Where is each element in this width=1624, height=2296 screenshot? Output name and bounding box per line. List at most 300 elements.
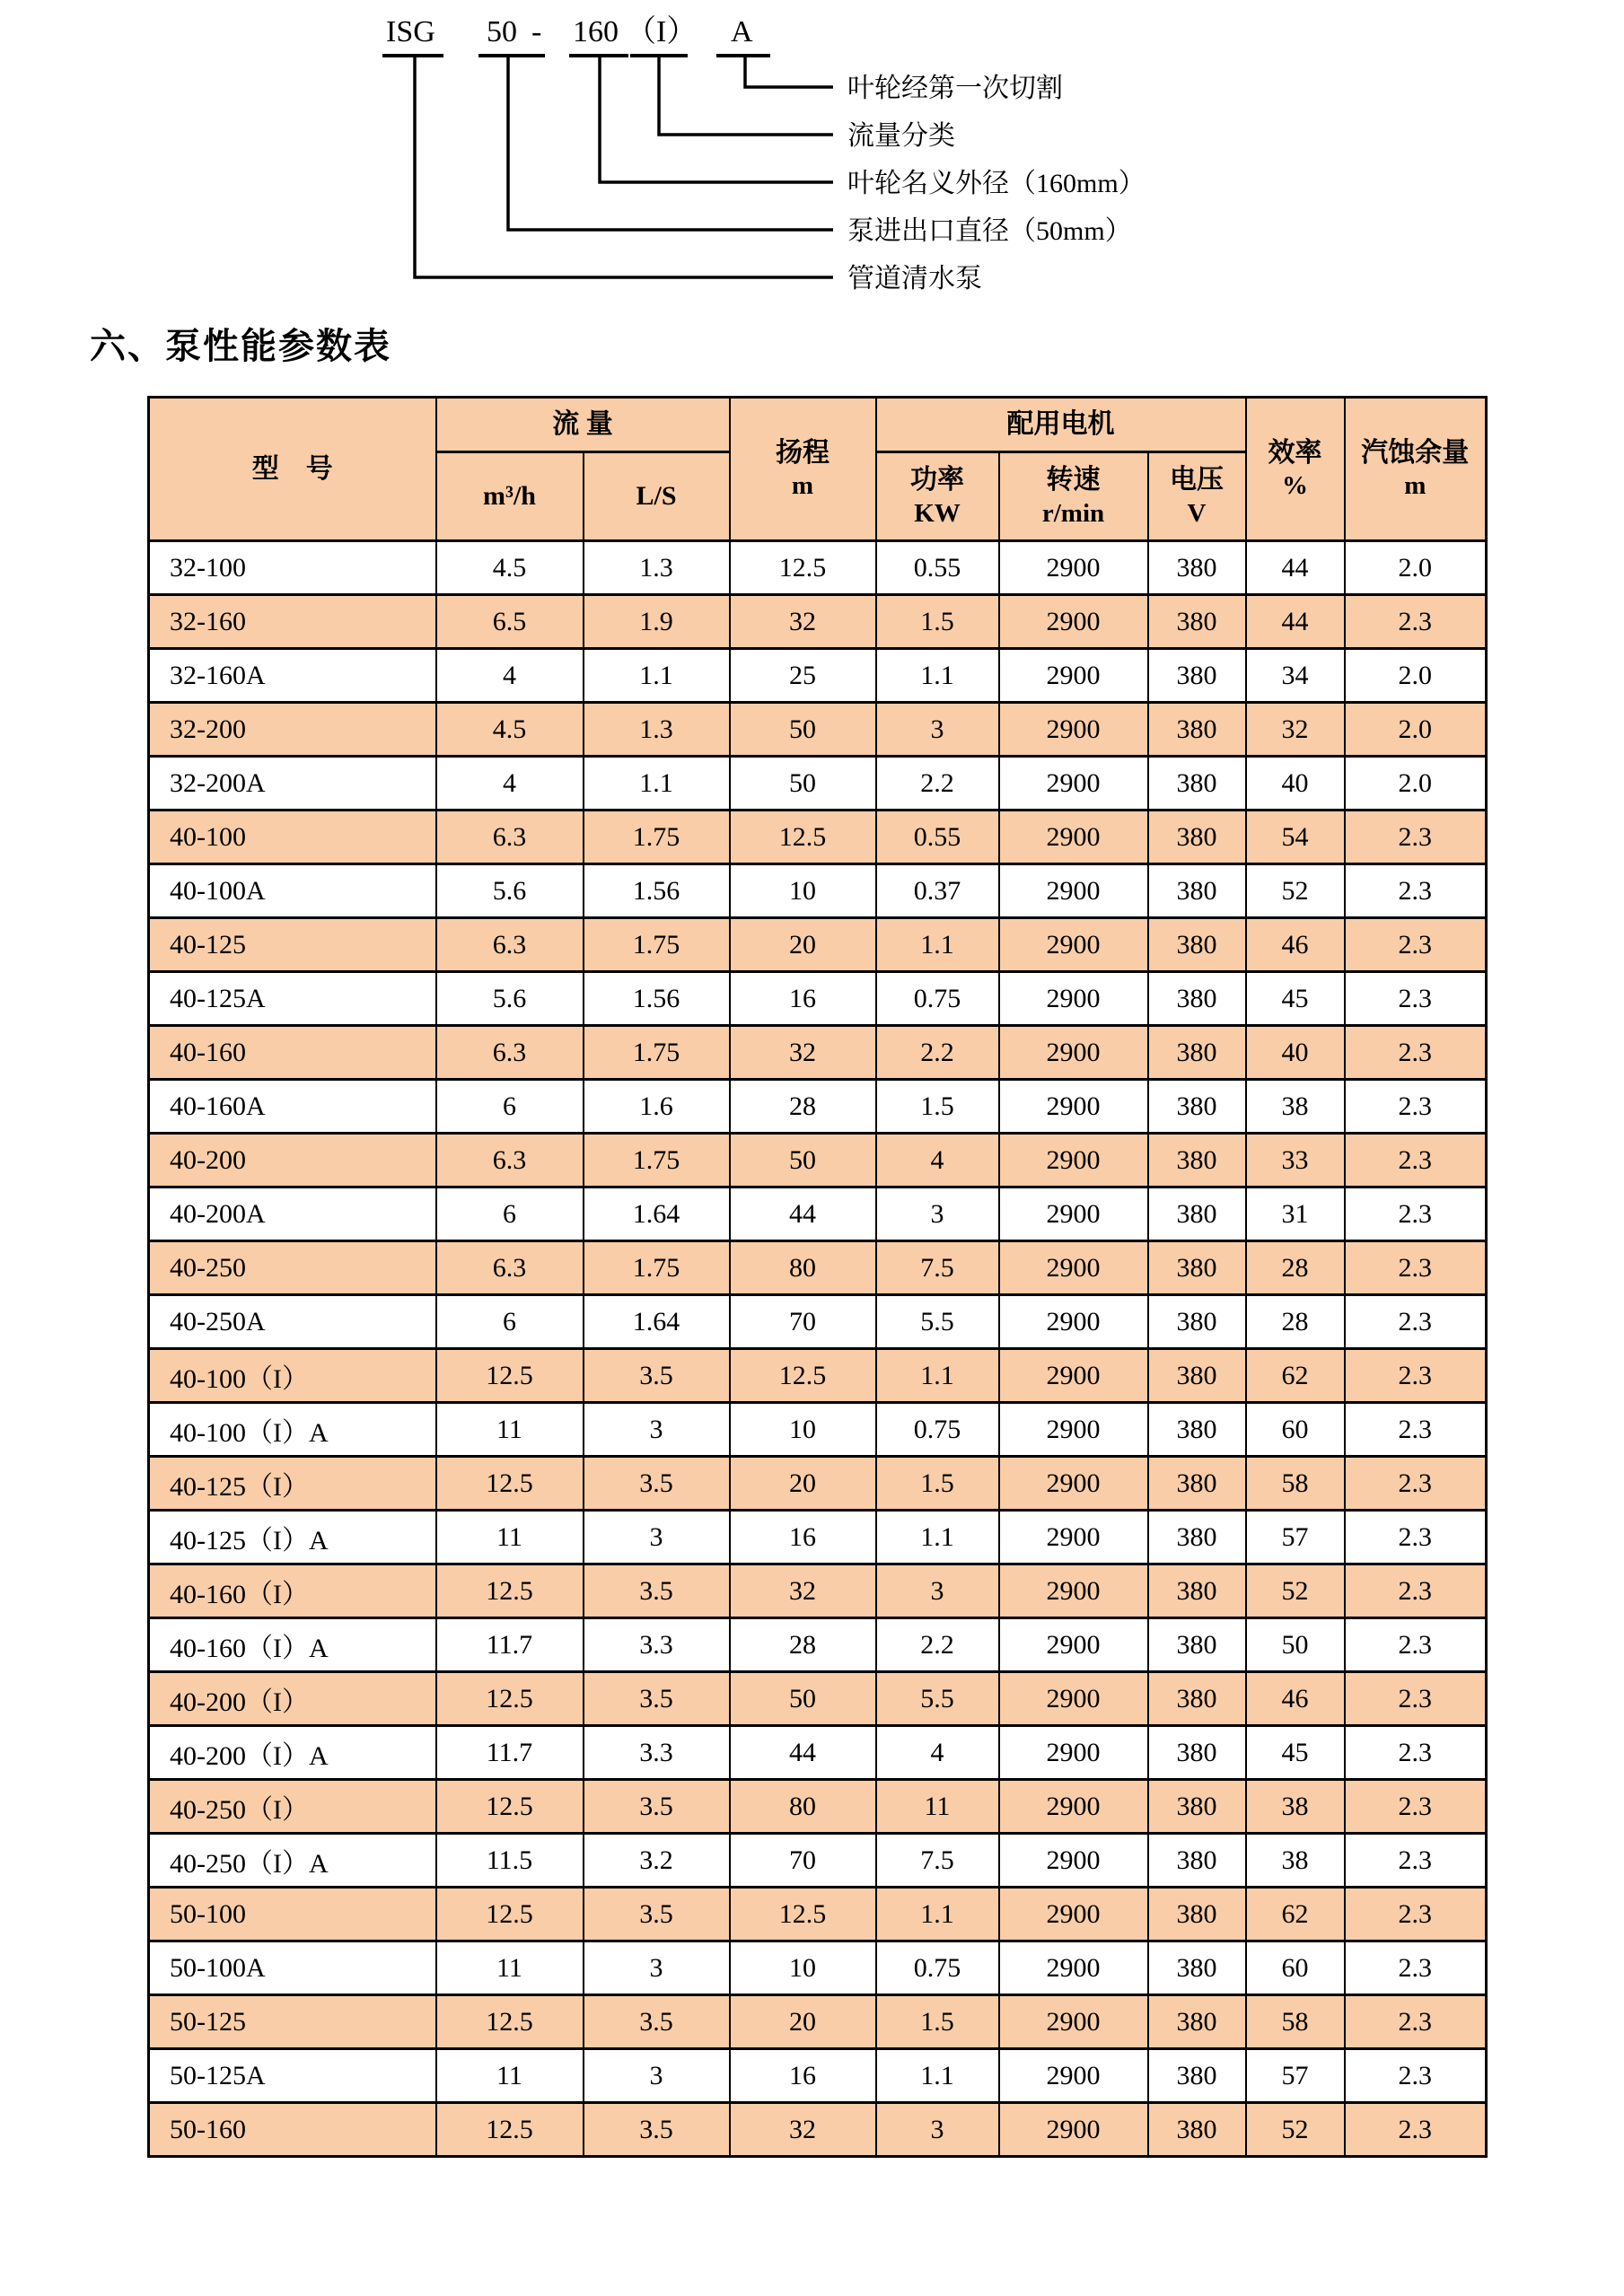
value-cell: 2.3: [1345, 1941, 1487, 1995]
value-cell: 1.6: [584, 1080, 730, 1134]
value-cell: 380: [1148, 1457, 1246, 1511]
header-head-unit: m: [791, 471, 814, 501]
value-cell: 2.3: [1345, 1295, 1487, 1349]
value-cell: 3.5: [584, 1888, 730, 1941]
value-cell: 3.3: [584, 1726, 730, 1780]
value-cell: 2900: [999, 1295, 1148, 1349]
model-cell: 32-100: [149, 541, 436, 595]
value-cell: 6.5: [436, 595, 584, 649]
value-cell: 380: [1148, 703, 1246, 757]
value-cell: 11: [876, 1780, 999, 1834]
table-row: [149, 864, 1487, 918]
value-cell: 2.3: [1345, 1888, 1487, 1941]
header-motor-group: 配用电机: [876, 398, 1246, 452]
model-cell: 40-250A: [149, 1295, 436, 1349]
model-code-diagram: [0, 0, 1624, 305]
value-cell: 380: [1148, 1672, 1246, 1726]
value-cell: 2.0: [1345, 703, 1487, 757]
value-cell: 0.37: [876, 864, 999, 918]
value-cell: 16: [730, 2049, 876, 2103]
value-cell: 2900: [999, 1241, 1148, 1295]
value-cell: 20: [730, 1995, 876, 2049]
value-cell: 1.3: [584, 541, 730, 595]
value-cell: 380: [1148, 1134, 1246, 1187]
table-row: [149, 1080, 1487, 1134]
value-cell: 45: [1246, 972, 1345, 1026]
value-cell: 3.5: [584, 1457, 730, 1511]
model-cell: 50-125: [149, 1995, 436, 2049]
value-cell: 38: [1246, 1080, 1345, 1134]
value-cell: 3.5: [584, 1672, 730, 1726]
value-cell: 2.3: [1345, 1134, 1487, 1187]
value-cell: 54: [1246, 811, 1345, 864]
value-cell: 1.5: [876, 1995, 999, 2049]
value-cell: 380: [1148, 1888, 1246, 1941]
header-flow-m3h: m³/h: [436, 452, 584, 541]
value-cell: 12.5: [436, 2103, 584, 2157]
value-cell: 32: [730, 1564, 876, 1618]
value-cell: 1.75: [584, 811, 730, 864]
value-cell: 2900: [999, 1995, 1148, 2049]
value-cell: 3: [876, 1187, 999, 1241]
table-row: [149, 1457, 1487, 1511]
table-header: [149, 398, 1487, 541]
value-cell: 50: [730, 1672, 876, 1726]
value-cell: 4: [436, 649, 584, 703]
value-cell: 2900: [999, 1080, 1148, 1134]
value-cell: 2.3: [1345, 811, 1487, 864]
header-npsh: [1345, 398, 1487, 541]
value-cell: 20: [730, 1457, 876, 1511]
callout-line-impeller-diameter: [600, 56, 833, 182]
value-cell: 6: [436, 1080, 584, 1134]
value-cell: 2.3: [1345, 1349, 1487, 1403]
value-cell: 28: [1246, 1295, 1345, 1349]
table-row: [149, 1349, 1487, 1403]
value-cell: 3: [876, 1564, 999, 1618]
value-cell: 0.55: [876, 811, 999, 864]
value-cell: 57: [1246, 2049, 1345, 2103]
value-cell: 16: [730, 972, 876, 1026]
value-cell: 46: [1246, 918, 1345, 972]
table-row: [149, 1834, 1487, 1888]
value-cell: 3: [876, 703, 999, 757]
value-cell: 44: [730, 1726, 876, 1780]
value-cell: 32: [730, 2103, 876, 2157]
callout-line-inlet-outlet: [508, 56, 833, 230]
value-cell: 2900: [999, 1941, 1148, 1995]
pump-table-body: [149, 541, 1487, 2157]
header-efficiency-unit: %: [1282, 471, 1309, 501]
value-cell: 2.3: [1345, 972, 1487, 1026]
value-cell: 10: [730, 1941, 876, 1995]
model-cell: 40-100（I）: [149, 1349, 436, 1403]
value-cell: 44: [1246, 595, 1345, 649]
callout-label-cut-mark: 叶轮经第一次切割: [847, 74, 1063, 103]
value-cell: 12.5: [436, 1995, 584, 2049]
value-cell: 6.3: [436, 1134, 584, 1187]
value-cell: 380: [1148, 649, 1246, 703]
value-cell: 2900: [999, 1834, 1148, 1888]
value-cell: 58: [1246, 1995, 1345, 2049]
table-row: [149, 811, 1487, 864]
value-cell: 380: [1148, 1941, 1246, 1995]
value-cell: 2900: [999, 1026, 1148, 1080]
model-cell: 40-125（I）A: [149, 1511, 436, 1564]
value-cell: 380: [1148, 2049, 1246, 2103]
value-cell: 6.3: [436, 1026, 584, 1080]
value-cell: 1.1: [876, 649, 999, 703]
value-cell: 4: [436, 757, 584, 811]
value-cell: 380: [1148, 541, 1246, 595]
value-cell: 7.5: [876, 1241, 999, 1295]
value-cell: 50: [1246, 1618, 1345, 1672]
model-cell: 32-200A: [149, 757, 436, 811]
value-cell: 58: [1246, 1457, 1345, 1511]
section-title: 六、泵性能参数表: [90, 327, 391, 366]
value-cell: 16: [730, 1511, 876, 1564]
value-cell: 2900: [999, 1134, 1148, 1187]
model-cell: 50-100A: [149, 1941, 436, 1995]
value-cell: 62: [1246, 1349, 1345, 1403]
table-row: [149, 757, 1487, 811]
model-cell: 40-250（I）: [149, 1780, 436, 1834]
value-cell: 380: [1148, 864, 1246, 918]
model-cell: 40-100: [149, 811, 436, 864]
value-cell: 380: [1148, 1349, 1246, 1403]
header-speed-label: 转速: [1046, 465, 1101, 495]
value-cell: 40: [1246, 1026, 1345, 1080]
value-cell: 1.75: [584, 1241, 730, 1295]
value-cell: 12.5: [436, 1888, 584, 1941]
value-cell: 70: [730, 1295, 876, 1349]
header-power-label: 功率: [910, 465, 964, 495]
value-cell: 50: [730, 1134, 876, 1187]
header-voltage-label: 电压: [1170, 465, 1225, 495]
model-cell: 40-160（I）: [149, 1564, 436, 1618]
value-cell: 4: [876, 1134, 999, 1187]
value-cell: 1.9: [584, 595, 730, 649]
callout-label-flow-class: 流量分类: [847, 121, 955, 151]
callout-line-series: [415, 56, 833, 277]
value-cell: 2.3: [1345, 1241, 1487, 1295]
value-cell: 28: [1246, 1241, 1345, 1295]
value-cell: 2900: [999, 2103, 1148, 2157]
table-row: [149, 1187, 1487, 1241]
value-cell: 2900: [999, 1403, 1148, 1457]
value-cell: 3: [584, 2049, 730, 2103]
value-cell: 6.3: [436, 811, 584, 864]
value-cell: 380: [1148, 595, 1246, 649]
value-cell: 3.5: [584, 2103, 730, 2157]
value-cell: 2.2: [876, 1618, 999, 1672]
value-cell: 1.1: [876, 918, 999, 972]
value-cell: 11: [436, 1403, 584, 1457]
table-row: [149, 1026, 1487, 1080]
value-cell: 380: [1148, 1995, 1246, 2049]
value-cell: 1.5: [876, 595, 999, 649]
value-cell: 3.2: [584, 1834, 730, 1888]
value-cell: 28: [730, 1618, 876, 1672]
value-cell: 6: [436, 1295, 584, 1349]
value-cell: 3.5: [584, 1995, 730, 2049]
value-cell: 2900: [999, 1780, 1148, 1834]
value-cell: 380: [1148, 918, 1246, 972]
model-cell: 40-160（I）A: [149, 1618, 436, 1672]
value-cell: 11.5: [436, 1834, 584, 1888]
value-cell: 11: [436, 1511, 584, 1564]
model-cell: 40-160A: [149, 1080, 436, 1134]
value-cell: 2.3: [1345, 2103, 1487, 2157]
value-cell: 380: [1148, 972, 1246, 1026]
value-cell: 1.75: [584, 918, 730, 972]
value-cell: 2.3: [1345, 1726, 1487, 1780]
value-cell: 2900: [999, 1726, 1148, 1780]
value-cell: 3.3: [584, 1618, 730, 1672]
value-cell: 57: [1246, 1511, 1345, 1564]
table-row: [149, 1995, 1487, 2049]
value-cell: 52: [1246, 1564, 1345, 1618]
value-cell: 1.1: [876, 2049, 999, 2103]
value-cell: 6: [436, 1187, 584, 1241]
value-cell: 5.5: [876, 1672, 999, 1726]
table-row: [149, 1780, 1487, 1834]
header-npsh-label: 汽蚀余量: [1361, 437, 1470, 468]
value-cell: 380: [1148, 1187, 1246, 1241]
model-cell: 32-200: [149, 703, 436, 757]
table-row: [149, 703, 1487, 757]
header-voltage: [1148, 452, 1246, 541]
value-cell: 2.3: [1345, 1995, 1487, 2049]
value-cell: 32: [730, 1026, 876, 1080]
table-row: [149, 1295, 1487, 1349]
callout-label-series: 管道清水泵: [847, 264, 982, 294]
value-cell: 2.3: [1345, 1457, 1487, 1511]
value-cell: 12.5: [730, 1349, 876, 1403]
value-cell: 1.5: [876, 1080, 999, 1134]
value-cell: 2.3: [1345, 1080, 1487, 1134]
value-cell: 2900: [999, 541, 1148, 595]
value-cell: 2900: [999, 757, 1148, 811]
value-cell: 2900: [999, 1349, 1148, 1403]
value-cell: 1.1: [876, 1349, 999, 1403]
header-voltage-unit: V: [1187, 498, 1207, 528]
value-cell: 2900: [999, 1888, 1148, 1941]
value-cell: 2900: [999, 1511, 1148, 1564]
callout-label-impeller-diameter: 叶轮名义外径（160mm）: [847, 169, 1146, 198]
model-cell: 32-160: [149, 595, 436, 649]
table-row: [149, 1241, 1487, 1295]
value-cell: 60: [1246, 1941, 1345, 1995]
value-cell: 2.3: [1345, 1564, 1487, 1618]
header-efficiency: [1246, 398, 1345, 541]
value-cell: 0.75: [876, 1941, 999, 1995]
value-cell: 2900: [999, 1618, 1148, 1672]
value-cell: 80: [730, 1241, 876, 1295]
value-cell: 1.1: [876, 1511, 999, 1564]
value-cell: 32: [730, 595, 876, 649]
value-cell: 4.5: [436, 703, 584, 757]
value-cell: 12.5: [436, 1457, 584, 1511]
value-cell: 52: [1246, 864, 1345, 918]
value-cell: 11: [436, 1941, 584, 1995]
value-cell: 2.3: [1345, 1026, 1487, 1080]
value-cell: 2.3: [1345, 864, 1487, 918]
value-cell: 1.64: [584, 1295, 730, 1349]
value-cell: 25: [730, 649, 876, 703]
value-cell: 2900: [999, 972, 1148, 1026]
header-npsh-unit: m: [1404, 471, 1426, 501]
value-cell: 38: [1246, 1780, 1345, 1834]
model-cell: 40-200（I）A: [149, 1726, 436, 1780]
model-cell: 40-160: [149, 1026, 436, 1080]
model-cell: 40-200（I）: [149, 1672, 436, 1726]
value-cell: 2.2: [876, 1026, 999, 1080]
value-cell: 0.75: [876, 972, 999, 1026]
model-cell: 50-100: [149, 1888, 436, 1941]
value-cell: 70: [730, 1834, 876, 1888]
value-cell: 2900: [999, 811, 1148, 864]
table-row: [149, 1564, 1487, 1618]
value-cell: 2.3: [1345, 1187, 1487, 1241]
model-cell: 50-160: [149, 2103, 436, 2157]
code-series: ISG: [386, 15, 435, 48]
model-cell: 40-100（I）A: [149, 1403, 436, 1457]
value-cell: 2.3: [1345, 595, 1487, 649]
value-cell: 3.5: [584, 1564, 730, 1618]
value-cell: 1.56: [584, 864, 730, 918]
value-cell: 2900: [999, 1564, 1148, 1618]
model-cell: 40-125: [149, 918, 436, 972]
value-cell: 2900: [999, 1672, 1148, 1726]
callout-label-inlet-outlet: 泵进出口直径（50mm）: [847, 216, 1132, 246]
value-cell: 6.3: [436, 918, 584, 972]
model-cell: 40-125A: [149, 972, 436, 1026]
value-cell: 1.75: [584, 1134, 730, 1187]
value-cell: 2.2: [876, 757, 999, 811]
value-cell: 1.75: [584, 1026, 730, 1080]
value-cell: 380: [1148, 1080, 1246, 1134]
value-cell: 2.0: [1345, 757, 1487, 811]
value-cell: 3: [584, 1403, 730, 1457]
value-cell: 40: [1246, 757, 1345, 811]
value-cell: 3: [876, 2103, 999, 2157]
value-cell: 52: [1246, 2103, 1345, 2157]
value-cell: 3.5: [584, 1349, 730, 1403]
value-cell: 33: [1246, 1134, 1345, 1187]
value-cell: 2.3: [1345, 2049, 1487, 2103]
value-cell: 380: [1148, 2103, 1246, 2157]
model-cell: 40-250（I）A: [149, 1834, 436, 1888]
value-cell: 0.75: [876, 1403, 999, 1457]
value-cell: 2.3: [1345, 1672, 1487, 1726]
table-row: [149, 541, 1487, 595]
value-cell: 380: [1148, 811, 1246, 864]
model-cell: 40-200A: [149, 1187, 436, 1241]
value-cell: 12.5: [730, 811, 876, 864]
header-flow-ls: L/S: [584, 452, 730, 541]
table-row: [149, 918, 1487, 972]
value-cell: 1.1: [584, 649, 730, 703]
value-cell: 2900: [999, 1187, 1148, 1241]
value-cell: 380: [1148, 1726, 1246, 1780]
header-power-unit: KW: [914, 498, 961, 528]
value-cell: 12.5: [436, 1564, 584, 1618]
table-row: [149, 1941, 1487, 1995]
value-cell: 12.5: [730, 541, 876, 595]
value-cell: 2.0: [1345, 649, 1487, 703]
value-cell: 380: [1148, 1295, 1246, 1349]
code-impeller-diameter: 160: [573, 15, 619, 48]
value-cell: 80: [730, 1780, 876, 1834]
callout-line-cut-mark: [745, 56, 833, 87]
table-row: [149, 1403, 1487, 1457]
code-cut-mark: A: [731, 15, 753, 48]
value-cell: 5.6: [436, 864, 584, 918]
header-head: [730, 398, 876, 541]
value-cell: 380: [1148, 1564, 1246, 1618]
value-cell: 4.5: [436, 541, 584, 595]
value-cell: 20: [730, 918, 876, 972]
value-cell: 12.5: [436, 1672, 584, 1726]
table-row: [149, 972, 1487, 1026]
value-cell: 12.5: [436, 1349, 584, 1403]
code-inlet-outlet: 50: [487, 15, 517, 48]
value-cell: 1.5: [876, 1457, 999, 1511]
header-speed-unit: r/min: [1041, 498, 1105, 528]
value-cell: 3: [584, 1511, 730, 1564]
value-cell: 2.3: [1345, 1780, 1487, 1834]
table-row: [149, 1511, 1487, 1564]
header-power: [876, 452, 999, 541]
value-cell: 2900: [999, 703, 1148, 757]
value-cell: 31: [1246, 1187, 1345, 1241]
value-cell: 5.6: [436, 972, 584, 1026]
table-row: [149, 2103, 1487, 2157]
model-cell: 32-160A: [149, 649, 436, 703]
table-row: [149, 2049, 1487, 2103]
pump-performance-table: [147, 396, 1488, 2158]
header-head-label: 扬程: [776, 437, 830, 468]
value-cell: 2900: [999, 595, 1148, 649]
value-cell: 6.3: [436, 1241, 584, 1295]
value-cell: 44: [730, 1187, 876, 1241]
value-cell: 380: [1148, 1780, 1246, 1834]
value-cell: 380: [1148, 1511, 1246, 1564]
value-cell: 2.0: [1345, 541, 1487, 595]
value-cell: 380: [1148, 1403, 1246, 1457]
table-row: [149, 1134, 1487, 1187]
table-row: [149, 649, 1487, 703]
value-cell: 1.64: [584, 1187, 730, 1241]
value-cell: 1.3: [584, 703, 730, 757]
value-cell: 2900: [999, 1457, 1148, 1511]
value-cell: 2.3: [1345, 918, 1487, 972]
value-cell: 2.3: [1345, 1834, 1487, 1888]
value-cell: 12.5: [436, 1780, 584, 1834]
value-cell: 2.3: [1345, 1618, 1487, 1672]
value-cell: 380: [1148, 1834, 1246, 1888]
value-cell: 2900: [999, 649, 1148, 703]
value-cell: 28: [730, 1080, 876, 1134]
table-row: [149, 1618, 1487, 1672]
value-cell: 3: [584, 1941, 730, 1995]
value-cell: 1.1: [876, 1888, 999, 1941]
value-cell: 38: [1246, 1834, 1345, 1888]
value-cell: 1.56: [584, 972, 730, 1026]
value-cell: 50: [730, 703, 876, 757]
value-cell: 7.5: [876, 1834, 999, 1888]
